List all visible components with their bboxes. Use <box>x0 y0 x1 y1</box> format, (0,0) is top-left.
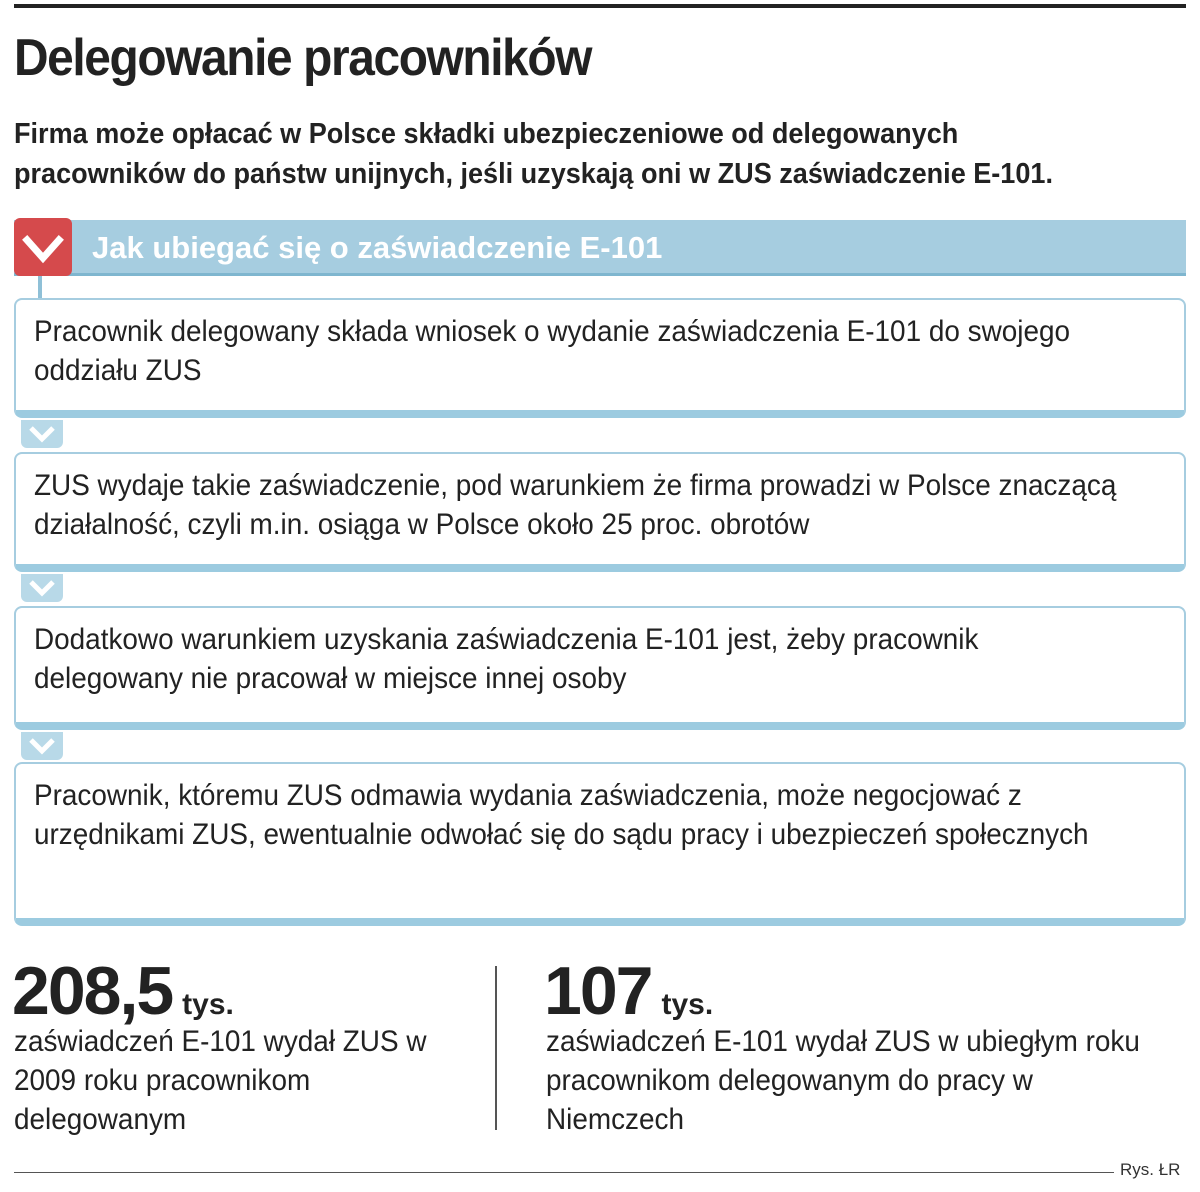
chevron-down-icon <box>21 574 63 602</box>
step-text: ZUS wydaje takie zaświadczenie, pod warunkiem że firma prowadzi w Polsce znaczącą działalność, czyli m.in. osiąga w Polsce około 25 proc. obrotów <box>34 469 1117 541</box>
step-text: Pracownik, któremu ZUS odmawia wydania zaświadczenia, może negocjować z urzędnikami ZUS, ewentualnie odwołać się do sądu pracy i ubezpieczeń społecznych <box>34 779 1089 851</box>
step-box <box>14 762 1186 926</box>
top-rule <box>14 4 1186 8</box>
stat-description: zaświadczeń E-101 wydał ZUS w 2009 roku pracownikom delegowanym <box>14 1025 427 1136</box>
connector-line <box>38 276 42 298</box>
stat-divider <box>495 966 497 1130</box>
page-subtitle: Firma może opłacać w Polsce składki ubezpieczeniowe od delegowanych pracowników do państw unijnych, jeśli uzyskają oni w ZUS zaświadczenie E-101. <box>14 118 1053 190</box>
step-box <box>14 606 1186 730</box>
stat-value: 107 <box>544 953 652 1029</box>
stat-unit: tys. <box>661 988 714 1021</box>
step-box <box>14 298 1186 418</box>
step-text: Dodatkowo warunkiem uzyskania zaświadczenia E-101 jest, żeby pracownik delegowany nie pracował w miejsce innej osoby <box>34 623 979 695</box>
chevron-down-icon <box>21 420 63 448</box>
chevron-down-icon <box>21 732 63 760</box>
chevron-down-icon <box>14 218 72 276</box>
stat-description: zaświadczeń E-101 wydał ZUS w ubiegłym roku pracownikom delegowanym do pracy w Niemczech <box>546 1025 1140 1136</box>
page-title: Delegowanie pracowników <box>14 29 592 87</box>
stat-unit: tys. <box>182 988 234 1021</box>
step-text: Pracownik delegowany składa wniosek o wydanie zaświadczenia E-101 do swojego oddziału ZUS <box>34 315 1071 387</box>
stat-value: 208,5 <box>12 953 173 1029</box>
credit: Rys. ŁR <box>1120 1160 1181 1179</box>
section-heading: Jak ubiegać się o zaświadczenie E-101 <box>92 230 663 265</box>
step-box <box>14 452 1186 572</box>
bottom-rule <box>14 1172 1114 1173</box>
